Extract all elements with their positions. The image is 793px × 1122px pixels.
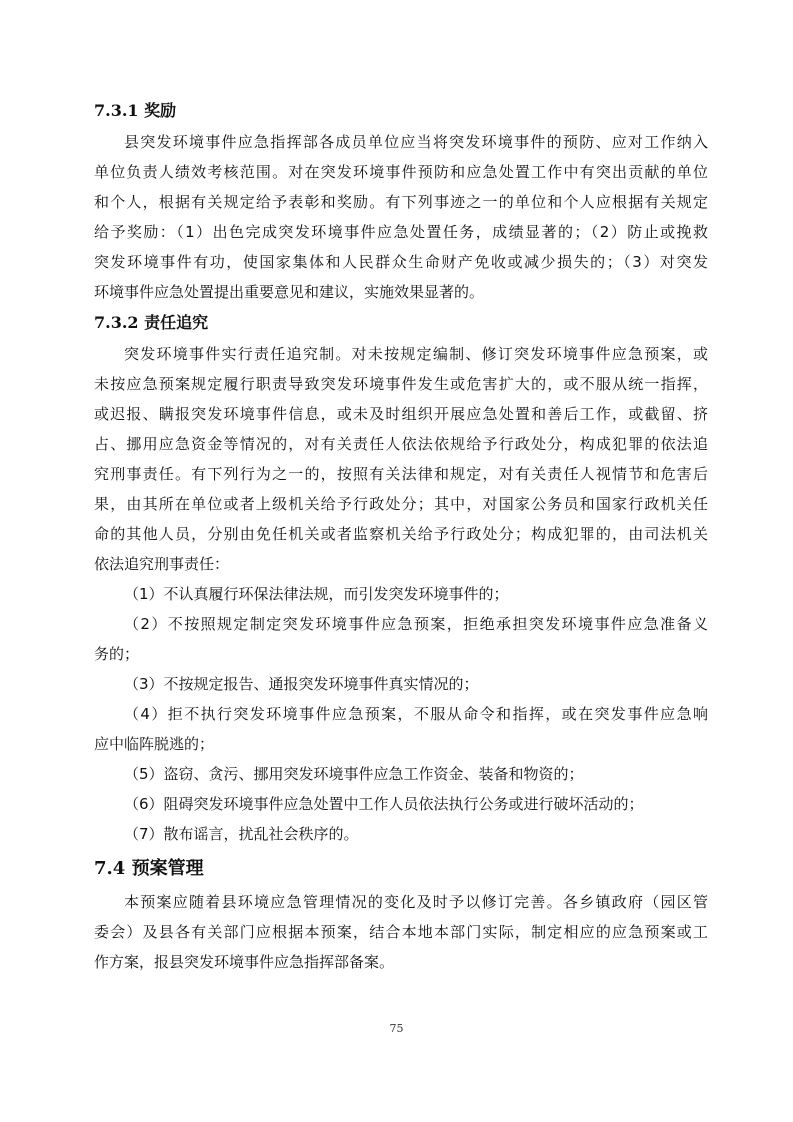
text-line: 给予奖励：（1）出色完成突发环境事件应急处置任务，成绩显著的；（2）防止或挽救 (94, 223, 708, 241)
paragraph (94, 127, 708, 307)
paragraph (94, 887, 708, 977)
text-line: （1）不认真履行环保法律法规，而引发突发环境事件的； (124, 585, 509, 603)
paragraph (94, 579, 708, 609)
paragraph (94, 789, 708, 819)
paragraph (94, 339, 708, 579)
text-line: （3）不按规定报告、通报突发环境事件真实情况的； (124, 675, 479, 693)
text-line: 占、挪用应急资金等情况的，对有关责任人依法依规给予行政处分，构成犯罪的依法追 (94, 435, 708, 453)
text-line: （2）不按照规定制定突发环境事件应急预案，拒绝承担突发环境事件应急准备义 (124, 615, 708, 633)
text-line: 县突发环境事件应急指挥部各成员单位应当将突发环境事件的预防、应对工作纳入 (124, 133, 708, 151)
paragraph (94, 759, 708, 789)
text-line: 或迟报、瞒报突发环境事件信息，或未及时组织开展应急处置和善后工作，或截留、挤 (94, 405, 708, 423)
paragraph (94, 609, 708, 669)
paragraph (94, 819, 708, 849)
text-line: 作方案，报县突发环境事件应急指挥部备案。 (94, 953, 395, 971)
text-line: 依法追究刑事责任： (94, 555, 230, 573)
text-line: 应中临阵脱逃的； (94, 735, 215, 753)
text-line: 务的； (94, 645, 140, 663)
text-line: 究刑事责任。有下列行为之一的，按照有关法律和规定，对有关责任人视情节和危害后 (94, 465, 708, 483)
text-line: 和个人，根据有关规定给予表彰和奖励。有下列事迹之一的单位和个人应根据有关规定 (94, 193, 708, 211)
text-line: （5）盗窃、贪污、挪用突发环境事件应急工作资金、装备和物资的； (124, 765, 584, 783)
document-body (94, 95, 708, 977)
text-line: 突发环境事件实行责任追究制。对未按规定编制、修订突发环境事件应急预案，或 (124, 345, 708, 363)
text-line: 单位负责人绩效考核范围。对在突发环境事件预防和应急处置工作中有突出贡献的单位 (94, 163, 708, 181)
text-line: （6）阻碍突发环境事件应急处置中工作人员依法执行公务或进行破坏活动的； (124, 795, 644, 813)
text-line: 委会）及县各有关部门应根据本预案，结合本地本部门实际，制定相应的应急预案或工 (94, 923, 708, 941)
text-line: 果，由其所在单位或者上级机关给予行政处分；其中，对国家公务员和国家行政机关任 (94, 495, 708, 513)
section-heading: 7.3.2 责任追究 (94, 313, 209, 332)
section-heading: 7.4 预案管理 (94, 858, 204, 879)
text-line: 突发环境事件有功，使国家集体和人民群众生命财产免收或减少损失的；（3）对突发 (94, 253, 708, 271)
section-heading: 7.3.1 奖励 (94, 101, 177, 120)
text-line: 命的其他人员，分别由免任机关或者监察机关给予行政处分；构成犯罪的，由司法机关 (94, 525, 708, 543)
paragraph (94, 699, 708, 759)
page-number: 75 (389, 1022, 404, 1035)
text-line: 未按应急预案规定履行职责导致突发环境事件发生或危害扩大的，或不服从统一指挥， (94, 375, 708, 393)
text-line: 环境事件应急处置提出重要意见和建议，实施效果显著的。 (94, 283, 485, 301)
text-line: 本预案应随着县环境应急管理情况的变化及时予以修订完善。各乡镇政府（园区管 (124, 893, 708, 911)
paragraph (94, 669, 708, 699)
text-line: （7）散布谣言，扰乱社会秩序的。 (124, 825, 359, 843)
text-line: （4）拒不执行突发环境事件应急预案，不服从命令和指挥，或在突发事件应急响 (124, 705, 708, 723)
